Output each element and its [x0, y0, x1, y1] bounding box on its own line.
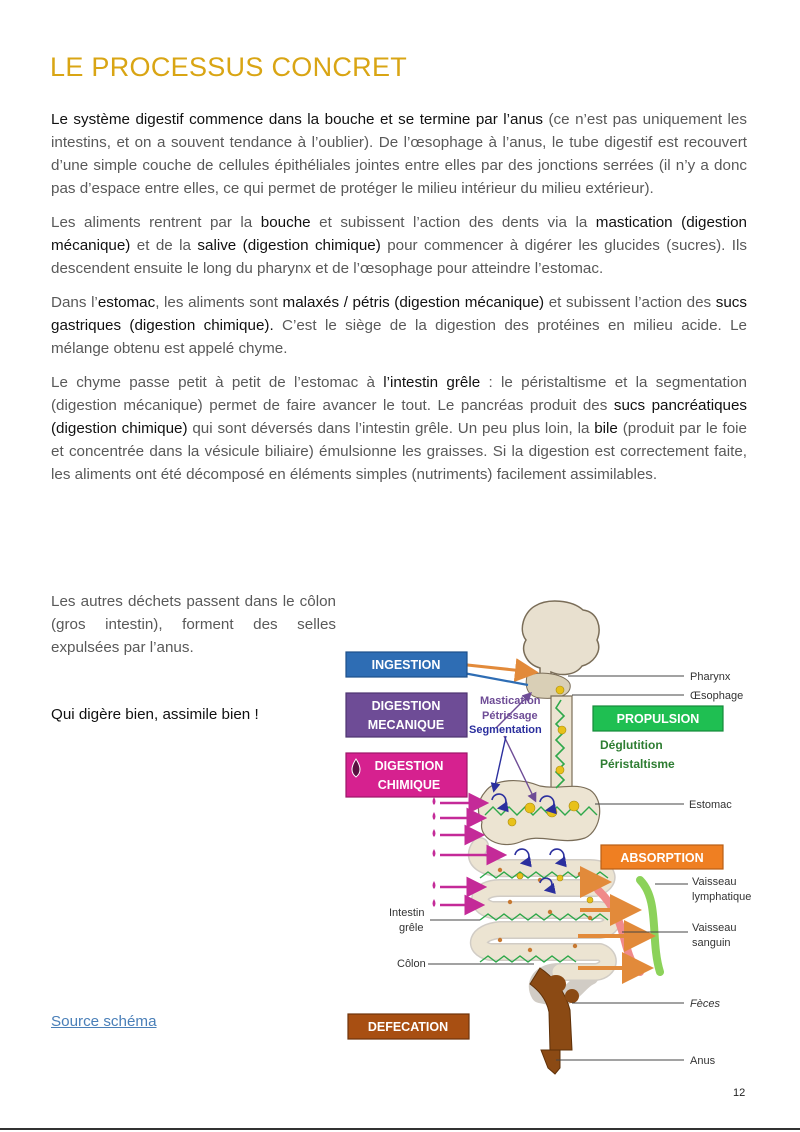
body-text: : le péristaltisme et la segmentation (digestion mécanique) permet de faire avancer le tout. Le pancréas produit des	[51, 374, 747, 414]
highlighted-text: salive (digestion chimique)	[197, 237, 381, 254]
label-intestin-2: grêle	[399, 922, 424, 934]
svg-text:DEFECATION: DEFECATION	[367, 1020, 449, 1034]
highlighted-text: malaxés / pétris (digestion mécanique)	[282, 294, 545, 311]
label-vaisseau-sang-2: sanguin	[692, 937, 731, 949]
label-colon: Côlon	[397, 958, 426, 970]
body-text: (ce n’est pas uniquement les intestins, et on a souvent tendance à l’oublier). De l’œsophage à l’anus, le tube digestif est recouvert d’une simple couche de cellules épithéliales jointes entre elles par des jonctions serrées (il n’y a donc pas d’espace entre elles, ce qui permet de protéger le milieu intérieur du milieu extérieur).	[51, 111, 747, 197]
highlighted-text: l’intestin grêle	[383, 374, 481, 391]
body-paragraphs	[51, 108, 747, 497]
motto: Qui digère bien, assimile bien !	[51, 706, 259, 723]
paragraph-3	[51, 291, 747, 360]
svg-text:PROPULSION: PROPULSION	[616, 712, 700, 726]
svg-text:DIGESTION: DIGESTION	[374, 759, 444, 773]
body-text: C’est le siège de la digestion des protéines en milieu acide. Le mélange obtenu est appelé chyme.	[51, 317, 747, 357]
label-intestin-1: Intestin	[389, 907, 425, 919]
paragraph-2	[51, 211, 747, 280]
label-oesophage: Œsophage	[690, 690, 744, 702]
stomach	[478, 781, 599, 845]
box-digestion-mecanique	[346, 693, 467, 737]
paragraph-1	[51, 108, 747, 200]
svg-text:CHIMIQUE: CHIMIQUE	[377, 778, 441, 792]
body-text: Le chyme passe petit à petit de l’estomac à	[51, 374, 384, 391]
body-text: Dans l’	[51, 294, 98, 311]
label-vaisseau-sang-1: Vaisseau	[692, 922, 737, 934]
highlighted-text: estomac	[97, 294, 156, 311]
feces-lump	[546, 975, 566, 993]
highlighted-text: sucs gastriques (digestion chimique).	[51, 294, 747, 334]
body-text: et de la	[130, 237, 198, 254]
box-defecation	[348, 1014, 469, 1039]
highlighted-text: bile	[594, 420, 618, 437]
label-segmentation: Segmentation	[469, 724, 542, 736]
label-vaisseau-lymph-2: lymphatique	[692, 891, 752, 903]
highlighted-text: Le système digestif commence dans la bouche et se termine par l’anus	[51, 111, 543, 128]
label-feces: Fèces	[690, 998, 720, 1010]
body-text: qui sont déversés dans l’intestin grêle. Un peu plus loin, la	[187, 420, 595, 437]
lymphatic-vessel	[640, 880, 660, 972]
digestion-diagram	[340, 598, 765, 1076]
svg-text:DIGESTION: DIGESTION	[371, 699, 441, 713]
svg-text:MECANIQUE: MECANIQUE	[367, 718, 445, 732]
side-text: Les autres déchets passent dans le côlon (gros intestin), forment des selles expulsées par l’anus.	[51, 593, 336, 656]
paragraph-4	[51, 371, 747, 486]
page-title: LE PROCESSUS CONCRET	[50, 52, 408, 82]
label-deglutition: Déglutition	[600, 738, 663, 752]
box-ingestion	[346, 652, 467, 677]
body-text: (produit par le foie et concentrée dans la vésicule biliaire) émulsionne les graisses. Si la digestion est correctement faite, les aliments ont été décomposé en éléments simples (nutriments) facilement assimilables.	[51, 420, 747, 483]
label-anus: Anus	[690, 1055, 716, 1067]
label-estomac: Estomac	[689, 799, 732, 811]
box-absorption	[601, 845, 723, 869]
highlighted-text: sucs pancréatiques (digestion chimique)	[51, 397, 748, 437]
esophagus	[551, 696, 572, 801]
label-peristaltisme: Péristaltisme	[600, 757, 675, 771]
page-bottom-rule	[0, 1128, 800, 1130]
droplet-icons	[433, 797, 436, 907]
box-propulsion	[593, 706, 723, 731]
body-text: et subissent l’action des	[544, 294, 716, 311]
highlighted-text: mastication (digestion mécanique)	[51, 214, 747, 254]
svg-text:ABSORPTION: ABSORPTION	[620, 851, 704, 865]
label-mastication: Mastication	[480, 695, 541, 707]
body-text: Les aliments rentrent par la	[51, 214, 261, 231]
highlighted-text: bouche	[260, 214, 311, 231]
source-link[interactable]: Source schéma	[51, 1013, 157, 1030]
body-text: , les aliments sont	[155, 294, 283, 311]
label-pharynx: Pharynx	[690, 671, 731, 683]
box-digestion-chimique	[346, 753, 467, 797]
svg-text:INGESTION: INGESTION	[371, 658, 441, 672]
page-number: 12	[733, 1087, 746, 1099]
rectum	[541, 1050, 560, 1074]
label-vaisseau-lymph-1: Vaisseau	[692, 876, 737, 888]
body-text: et subissent l’action des dents via la	[310, 214, 596, 231]
body-text: pour commencer à digérer les glucides (sucres). Ils descendent ensuite le long du pharynx et de l’œsophage pour atteindre l’estomac.	[51, 237, 747, 277]
label-petrissage: Pétrissage	[482, 710, 538, 722]
